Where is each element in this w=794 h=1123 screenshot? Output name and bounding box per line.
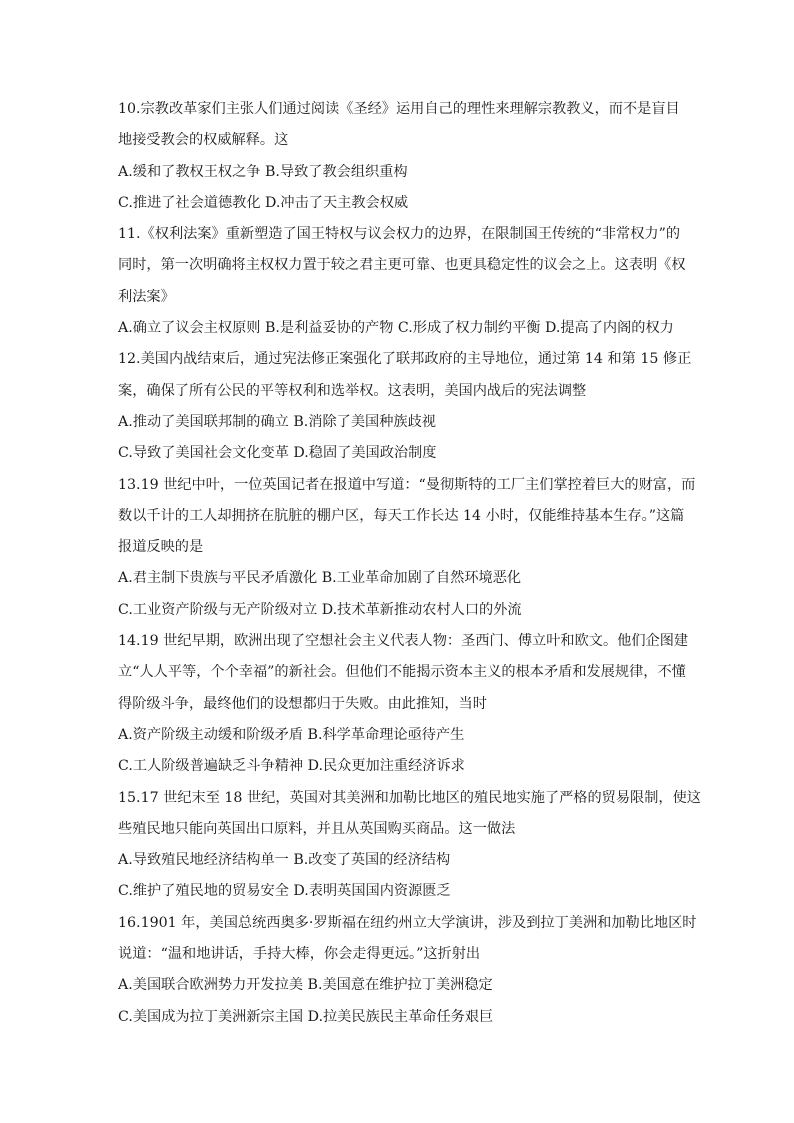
question-stem-line: 地接受教会的权威解释。这	[118, 132, 289, 149]
question-stem-line: 些殖民地只能向英国出口原料，并且从英国购买商品。这一做法	[118, 820, 516, 837]
options-line: C.维护了殖民地的贸易安全 D.表明英国国内资源匮乏	[118, 883, 451, 900]
question-stem-line: 16.1901 年，美国总统西奥多·罗斯福在纽约州立大学演讲，涉及到拉丁美洲和加勒比地区时	[118, 914, 697, 931]
question-11	[118, 224, 686, 338]
options-line: A.导致殖民地经济结构单一 B.改变了英国的经济结构	[118, 852, 451, 869]
question-stem-line: 说道：“温和地讲话，手持大棒，你会走得更远。”这折射出	[118, 946, 481, 963]
question-stem-line: 得阶级斗争，最终他们的设想都归于失败。由此推知，当时	[118, 695, 487, 712]
question-stem-line: 数以千计的工人却拥挤在肮脏的棚户区，每天工作长达 14 小时，仅能维持基本生存。”这篇	[118, 507, 685, 524]
options-line: C.工业资产阶级与无产阶级对立 D.技术革新推动农村人口的外流	[118, 601, 522, 618]
question-14	[118, 631, 689, 776]
question-13	[118, 475, 696, 620]
question-stem-line: 15.17 世纪末至 18 世纪，英国对其美洲和加勒比地区的殖民地实施了严格的贸易限制，使这	[118, 789, 701, 806]
question-sheet	[118, 99, 701, 1038]
question-10	[118, 99, 678, 213]
question-stem-line: 11.《权利法案》重新塑造了国王特权与议会权力的边界，在限制国王传统的“非常权力”的	[118, 226, 681, 243]
question-stem-line: 立“人人平等，个个幸福”的新社会。但他们不能揭示资本主义的根本矛盾和发展规律，不懂	[118, 664, 686, 681]
options-line: C.工人阶级普遍缺乏斗争精神 D.民众更加注重经济诉求	[118, 758, 465, 775]
question-stem-line: 报道反映的是	[118, 539, 204, 556]
options-line: A.君主制下贵族与平民矛盾激化 B.工业革命加剧了自然环境恶化	[118, 570, 522, 587]
question-stem-line: 14.19 世纪早期，欧洲出现了空想社会主义代表人物：圣西门、傅立叶和欧文。他们企图建	[118, 633, 689, 650]
question-16	[118, 913, 697, 1027]
question-stem-line: 13.19 世纪中叶，一位英国记者在报道中写道：“曼彻斯特的工厂主们掌控着巨大的财富，而	[118, 476, 696, 493]
question-12	[118, 349, 692, 463]
question-stem-line: 利法案》	[118, 288, 175, 305]
options-line: A.缓和了教权王权之争 B.导致了教会组织重构	[118, 163, 408, 180]
question-stem-line: 同时，第一次明确将主权权力置于较之君主更可靠、也更具稳定性的议会之上。这表明《权	[118, 257, 686, 274]
options-line: C.推进了社会道德教化 D.冲击了天主教会权威	[118, 194, 409, 211]
options-line: A.确立了议会主权原则 B.是利益妥协的产物 C.形成了权力制约平衡 D.提高了内阁的权力	[118, 320, 674, 337]
question-stem-line: 12.美国内战结束后，通过宪法修正案强化了联邦政府的主导地位，通过第 14 和第 15 修正	[118, 351, 692, 368]
options-line: A.推动了美国联邦制的确立 B.消除了美国种族歧视	[118, 413, 436, 430]
question-15	[118, 788, 701, 902]
options-line: A.美国联合欧洲势力开发拉美 B.美国意在维护拉丁美洲稳定	[118, 977, 493, 994]
question-stem-line: 10.宗教改革家们主张人们通过阅读《圣经》运用自己的理性来理解宗教教义，而不是盲目	[118, 101, 680, 117]
options-line: A.资产阶级主动缓和阶级矛盾 B.科学革命理论亟待产生	[118, 726, 465, 743]
question-stem-line: 案，确保了所有公民的平等权利和选举权。这表明，美国内战后的宪法调整	[118, 382, 587, 399]
options-line: C.美国成为拉丁美洲新宗主国 D.拉美民族民主革命任务艰巨	[118, 1008, 494, 1025]
options-line: C.导致了美国社会文化变革 D.稳固了美国政治制度	[118, 445, 437, 462]
